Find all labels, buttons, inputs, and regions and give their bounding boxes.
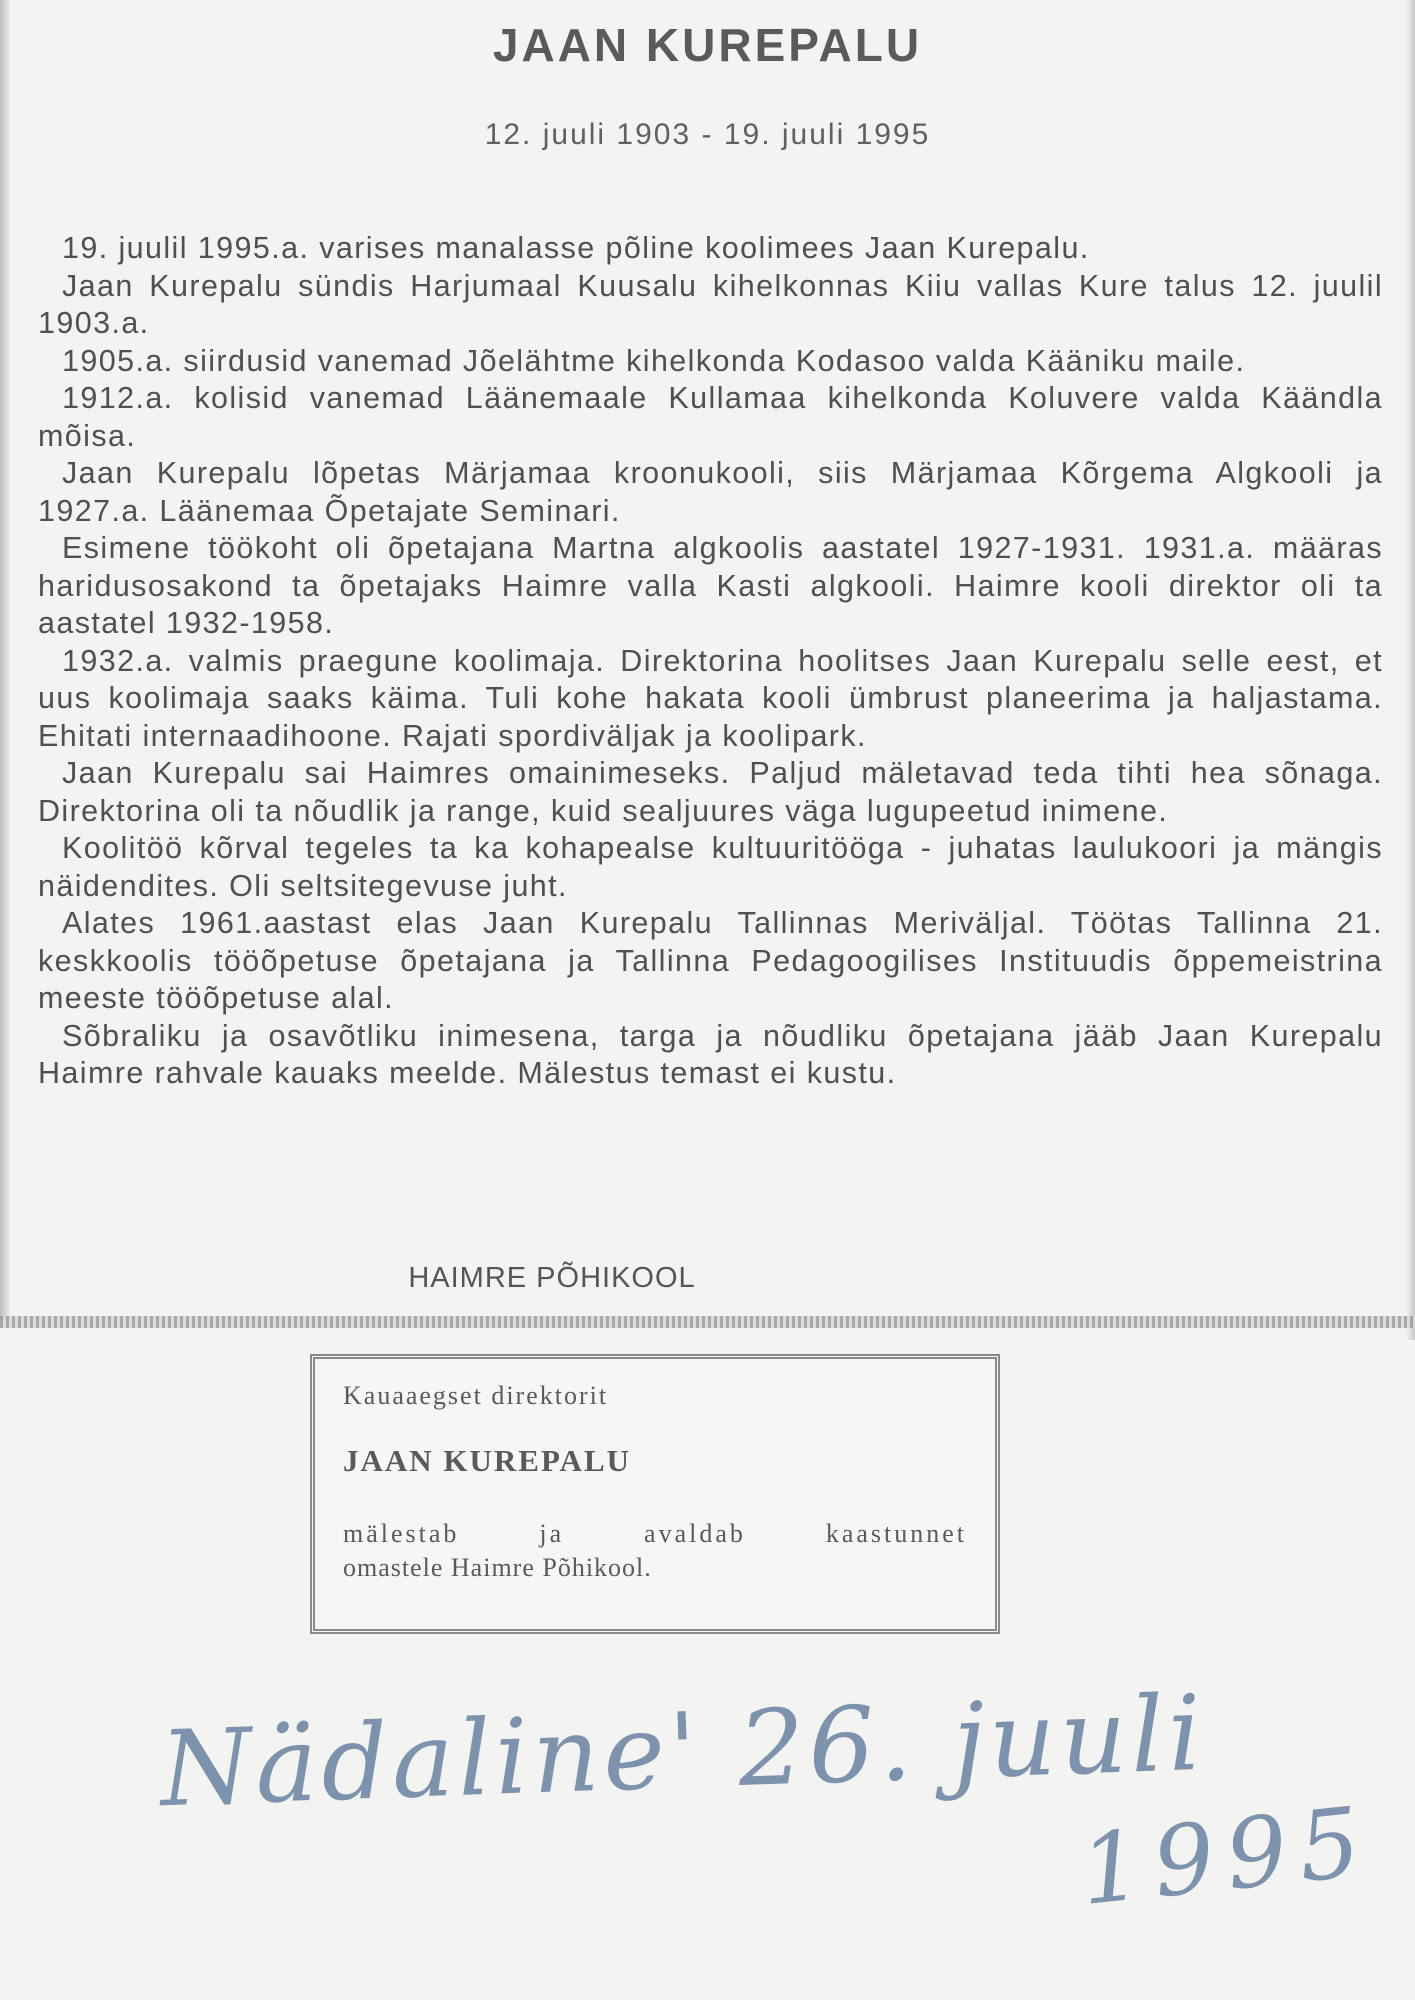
obituary-article bbox=[38, 230, 1383, 1093]
article-paragraph: Jaan Kurepalu sündis Harjumaal Kuusalu kihelkonnas Kiiu vallas Kure talus 12. juulil 1903.a. bbox=[38, 268, 1383, 340]
obituary-title: JAAN KUREPALU bbox=[492, 19, 923, 71]
article-paragraph: Alates 1961.aastast elas Jaan Kurepalu Tallinnas Meriväljal. Töötas Tallinna 21. keskkoolis tööõpetuse õpetajana ja Tallinna Pedagoogilises Instituudis õppemeistrina meeste tööõpetuse alal. bbox=[38, 906, 1383, 1015]
handwritten-source-note: Nädaline' 26. juuli bbox=[158, 1671, 1208, 1831]
article-paragraph: Esimene töökoht oli õpetajana Martna algkoolis aastatel 1927-1931. 1931.a. määras haridusosakond ta õpetajaks Haimre valla Kasti algkooli. Haimre kooli direktor oli ta aastatel 1932-1958. bbox=[38, 531, 1383, 640]
scan-edge-left bbox=[0, 0, 10, 1320]
article-paragraph: 19. juulil 1995.a. varises manalasse põline koolimees Jaan Kurepalu. bbox=[62, 231, 1090, 265]
scan-edge-right bbox=[1407, 0, 1415, 1340]
article-paragraph: Sõbraliku ja osavõtliku inimesena, targa ja nõudliku õpetajana jääb Jaan Kurepalu Haimre rahvale kauaks meelde. Mälestus temast ei kustu. bbox=[38, 1018, 1383, 1090]
notice-sender: omastele Haimre Põhikool. bbox=[343, 1553, 652, 1582]
clipping-divider bbox=[0, 1316, 1415, 1328]
article-paragraph: Jaan Kurepalu sai Haimres omainimeseks. Paljud mäletavad teda tihti hea sõnaga. Direktorina oli ta nõudlik ja range, kuid sealjuures väga lugupeetud inimene. bbox=[38, 756, 1383, 828]
handwritten-year: 1995 bbox=[1074, 1785, 1378, 1927]
article-paragraph: 1905.a. siirdusid vanemad Jõelähtme kihelkonda Kodasoo valda Kääniku maile. bbox=[62, 343, 1246, 378]
article-paragraph: Jaan Kurepalu lõpetas Märjamaa kroonukooli, siis Märjamaa Kõrgema Algkooli ja 1927.a. Läänemaa Õpetajate Seminari. bbox=[38, 456, 1383, 528]
notice-intro: Kauaaegset direktorit bbox=[343, 1381, 609, 1410]
article-paragraph: Koolitöö kõrval tegeles ta ka kohapealse kultuuritööga - juhatas laulukoori ja mängis näidendites. Oli seltsitegevuse juht. bbox=[38, 831, 1383, 903]
life-dates: 12. juuli 1903 - 19. juuli 1995 bbox=[484, 118, 931, 151]
article-signature: HAIMRE PÕHIKOOL bbox=[408, 1262, 696, 1294]
memorial-notice-box bbox=[310, 1354, 1000, 1634]
article-paragraph: 1932.a. valmis praegune koolimaja. Direktorina hoolitses Jaan Kurepalu selle eest, et uus koolimaja saaks käima. Tuli kohe hakata kooli ümbrust planeerima ja haljastama. Ehitati internaadihoone. Rajati spordiväljak ja koolipark. bbox=[38, 643, 1383, 753]
notice-name: JAAN KUREPALU bbox=[343, 1443, 632, 1478]
notice-condolence: mälestab ja avaldab kaastunnet bbox=[343, 1519, 967, 1548]
article-paragraph: 1912.a. kolisid vanemad Läänemaale Kullamaa kihelkonda Koluvere valda Käändla mõisa. bbox=[38, 381, 1383, 453]
